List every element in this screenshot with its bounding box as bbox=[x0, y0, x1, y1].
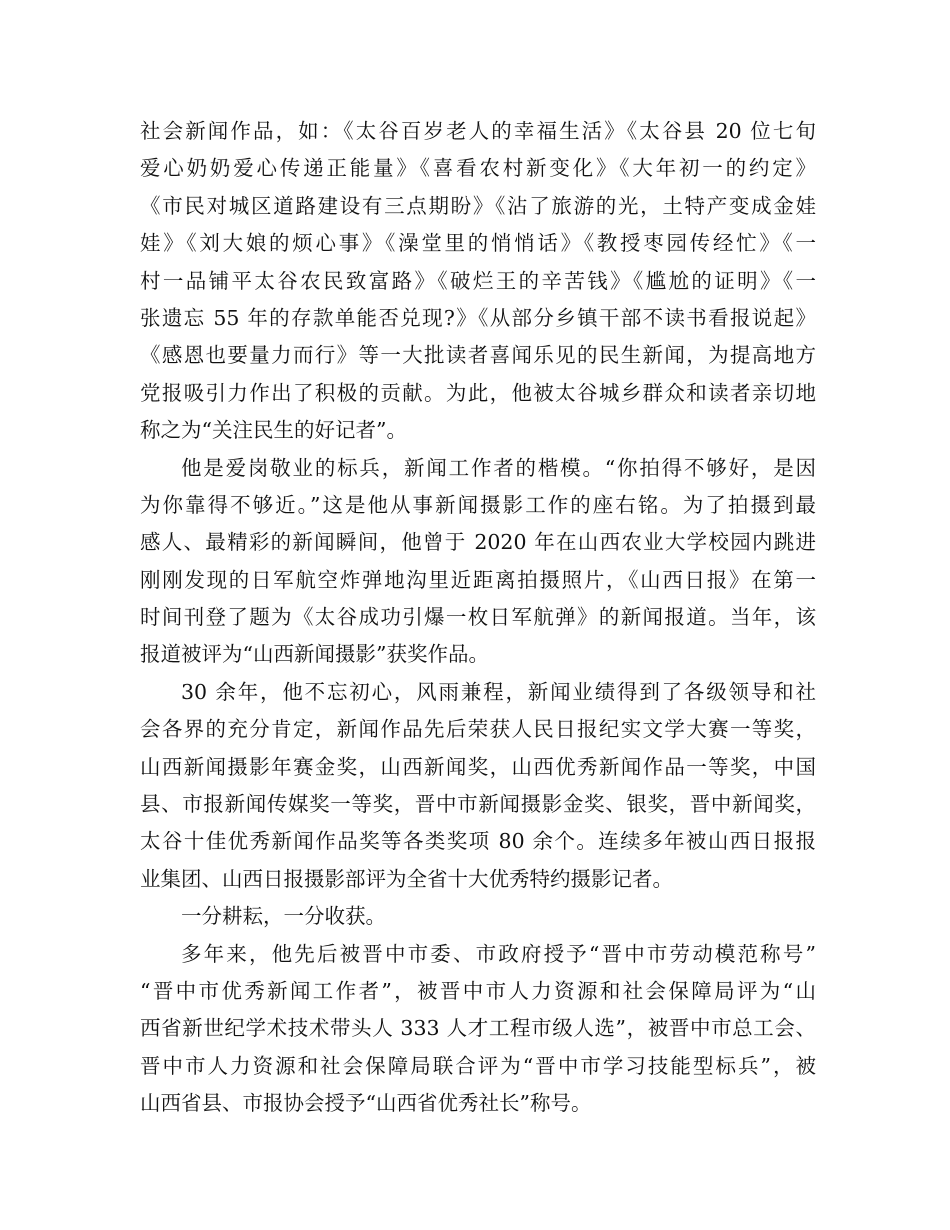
text-line: 时间刊登了题为《太谷成功引爆一枚日军航弹》的新闻报道。当年，该 bbox=[140, 605, 816, 630]
text-line: 为你靠得不够近。”这是他从事新闻摄影工作的座右铭。为了拍摄到最 bbox=[140, 492, 816, 517]
text-line: 山西省县、市报协会授予“山西省优秀社长”称号。 bbox=[140, 1091, 592, 1116]
text-line: “晋中市优秀新闻工作者”，被晋中市人力资源和社会保障局评为“山 bbox=[140, 978, 816, 1003]
text-line: 爱心奶奶爱心传递正能量》《喜看农村新变化》《大年初一的约定》 bbox=[140, 156, 816, 181]
text-line: 报道被评为“山西新闻摄影”获奖作品。 bbox=[140, 642, 489, 667]
text-line: 西省新世纪学术技术带头人 333 人才工程市级人选”，被晋中市总工会、 bbox=[140, 1016, 816, 1041]
text-line: 晋中市人力资源和社会保障局联合评为“晋中市学习技能型标兵”，被 bbox=[140, 1053, 816, 1078]
text-line: 村一品铺平太谷农民致富路》《破烂王的辛苦钱》《尴尬的证明》《一 bbox=[140, 268, 816, 293]
text-line: 张遗忘 55 年的存款单能否兑现?》《从部分乡镇干部不读书看报说起》 bbox=[140, 305, 816, 330]
text-line: 社会新闻作品，如：《太谷百岁老人的幸福生活》《太谷县 20 位七旬 bbox=[140, 119, 816, 143]
article-body bbox=[140, 113, 816, 1123]
text-line: 多年来，他先后被晋中市委、市政府授予“晋中市劳动模范称号” bbox=[181, 941, 816, 966]
text-line: 一分耕耘，一分收获。 bbox=[181, 904, 386, 929]
text-line: 30 余年，他不忘初心，风雨兼程，新闻业绩得到了各级领导和社 bbox=[181, 679, 816, 704]
text-line: 《市民对城区道路建设有三点期盼》《沾了旅游的光，土特产变成金娃 bbox=[140, 193, 816, 218]
text-line: 称之为“关注民生的好记者”。 bbox=[140, 418, 407, 443]
text-line: 刚刚发现的日军航空炸弹地沟里近距离拍摄照片，《山西日报》在第一 bbox=[140, 567, 816, 592]
text-line: 山西新闻摄影年赛金奖，山西新闻奖，山西优秀新闻作品一等奖，中国 bbox=[140, 754, 816, 779]
text-line: 感人、最精彩的新闻瞬间，他曾于 2020 年在山西农业大学校园内跳进 bbox=[140, 530, 816, 555]
text-line: 业集团、山西日报摄影部评为全省十大优秀特约摄影记者。 bbox=[140, 866, 673, 891]
text-line: 会各界的充分肯定，新闻作品先后荣获人民日报纪实文学大赛一等奖， bbox=[140, 717, 816, 742]
text-line: 娃》《刘大娘的烦心事》《澡堂里的悄悄话》《教授枣园传经忙》《一 bbox=[140, 231, 816, 256]
text-line: 他是爱岗敬业的标兵，新闻工作者的楷模。“你拍得不够好，是因 bbox=[181, 455, 816, 480]
text-line: 《感恩也要量力而行》等一大批读者喜闻乐见的民生新闻，为提高地方 bbox=[140, 343, 816, 368]
text-line: 县、市报新闻传媒奖一等奖，晋中市新闻摄影金奖、银奖，晋中新闻奖， bbox=[140, 792, 816, 817]
text-line: 太谷十佳优秀新闻作品奖等各类奖项 80 余个。连续多年被山西日报报 bbox=[140, 829, 816, 854]
text-line: 党报吸引力作出了积极的贡献。为此，他被太谷城乡群众和读者亲切地 bbox=[140, 380, 816, 405]
